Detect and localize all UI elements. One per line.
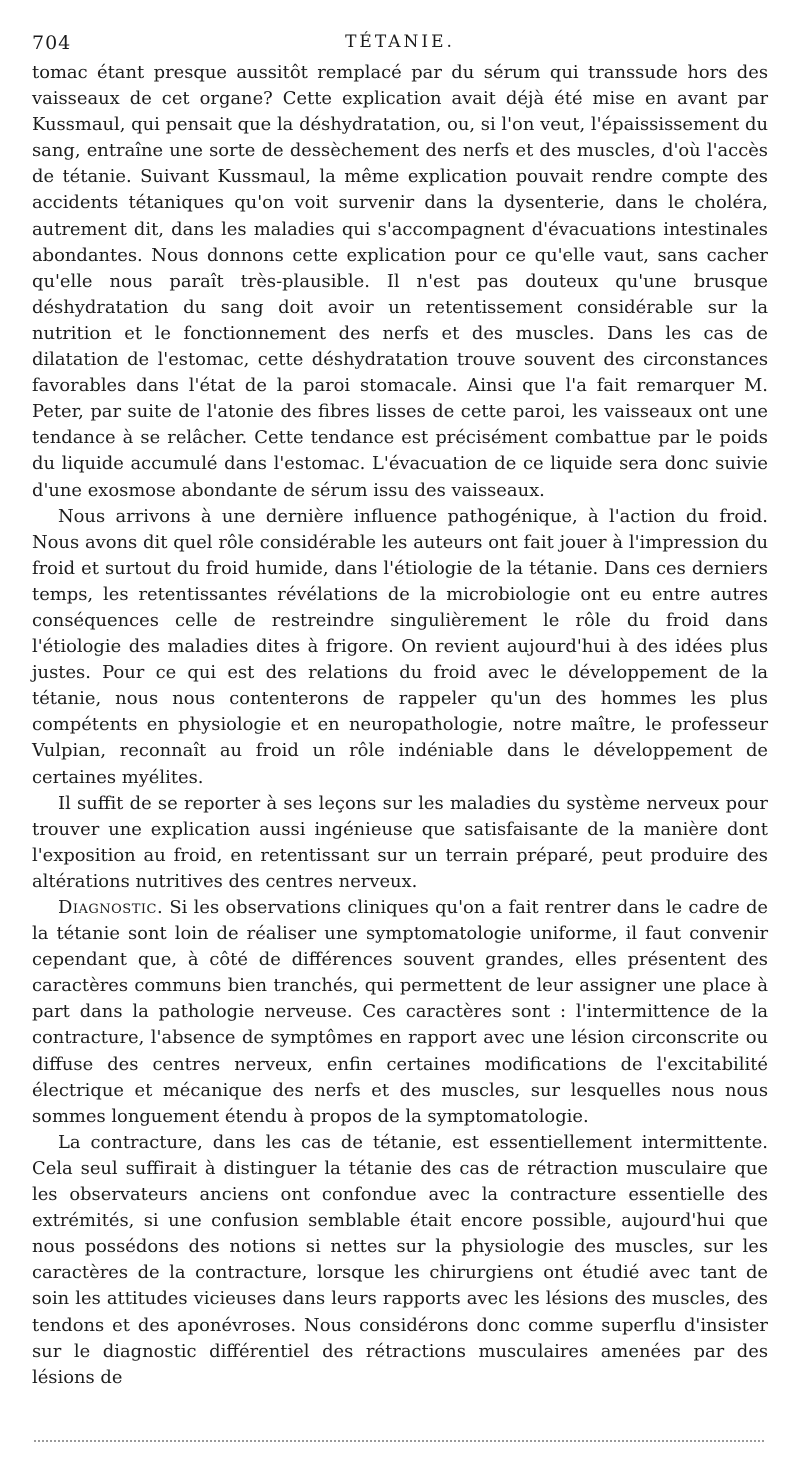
page-number: 704 xyxy=(32,32,72,54)
book-page xyxy=(32,26,768,1391)
body-text xyxy=(32,60,768,1391)
paragraph-cold-influence xyxy=(32,504,768,791)
running-head xyxy=(32,26,768,60)
paragraph-text: tomac étant presque aussitôt remplacé par du sérum qui transsude hors des vaisseaux de cet organe? Cette explication avait déjà été mise en avant par Kussmaul, qui pensait que la déshydratation, ou, si l'on veut, l'épaississement du sang, entraîne une sorte de dessèchement des nerfs et des muscles, d'où l'accès de tétanie. Suivant Kussmaul, la même explication pouvait rendre compte des accidents tétaniques qu'on voit survenir dans la dysenterie, dans le choléra, autrement dit, dans les maladies qui s'accompagnent d'évacuations intestinales abondantes. Nous donnons cette explication pour ce qu'elle vaut, sans cacher qu'elle nous paraît très-plausible. Il n'est pas douteux qu'une brusque déshydratation du sang doit avoir un retentissement considérable sur la nutrition et le fonctionnement des nerfs et des muscles. Dans les cas de dilatation de l'estomac, cette déshydratation trouve souvent des circonstances favorables dans l'état de la paroi stomacale. Ainsi que l'a fait remarquer M. Peter, par suite de l'atonie des fibres lisses de cette paroi, les vaisseaux ont une tendance à se relâcher. Cette tendance est précisément combattue par le poids du liquide accumulé dans l'estomac. L'évacuation de ce liquide sera donc suivie d'une exosmose abondante de sérum issu des vaisseaux. xyxy=(32,62,768,501)
running-title: TÉTANIE. xyxy=(345,32,455,52)
paragraph-text: La contracture, dans les cas de tétanie, est essentiellement intermittente. Cela seul suffirait à distinguer la tétanie des cas de rétraction musculaire que les observateurs anciens ont confondue avec la contracture essentielle des extrémités, si une confusion semblable était encore possible, aujourd'hui que nous possédons des notions si nettes sur la physiologie des muscles, sur les caractères de la contracture, lorsque les chirurgiens ont étudié avec tant de soin les attitudes vicieuses dans leurs rapports avec les lésions des muscles, des tendons et des aponévroses. Nous considérons donc comme superflu d'insister sur le diagnostic différentiel des rétractions musculaires amenées par des lésions de xyxy=(32,1131,768,1388)
footer-rule xyxy=(34,1440,764,1442)
paragraph-diagnostic xyxy=(32,895,768,1130)
paragraph-text: Si les observations cliniques qu'on a fait rentrer dans le cadre de la tétanie sont loin de réaliser une symptomatologie uniforme, il faut convenir cependant que, à côté de différences souvent grandes, elles présentent des caractères communs bien tranchés, qui permettent de leur assigner une place à part dans la pathologie nerveuse. Ces caractères sont : l'intermittence de la contracture, l'absence de symptômes en rapport avec une lésion circonscrite ou diffuse des centres nerveux, enfin certaines modifications de l'excitabilité électrique et mécanique des nerfs et des muscles, sur lesquelles nous nous sommes longuement étendu à propos de la symptomatologie. xyxy=(32,897,768,1127)
paragraph-text: Il suffit de se reporter à ses leçons sur les maladies du système nerveux pour trouver une explication aussi ingénieuse que satisfaisante de la manière dont l'exposition au froid, en retentissant sur un terrain préparé, peut produire des altérations nutritives des centres nerveux. xyxy=(32,792,768,892)
paragraph-text: Nous arrivons à une dernière influence pathogénique, à l'action du froid. Nous avons dit quel rôle considérable les auteurs ont fait jouer à l'impression du froid et surtout du froid humide, dans l'étiologie de la tétanie. Dans ces derniers temps, les retentissantes révélations de la microbiologie ont eu entre autres conséquences celle de restreindre singulièrement le rôle du froid dans l'étiologie des maladies dites à frigore. On revient aujourd'hui à des idées plus justes. Pour ce qui est des relations du froid avec le développement de la tétanie, nous nous contenterons de rappeler qu'un des hommes les plus compétents en physiologie et en neuropathologie, notre maître, le professeur Vulpian, reconnaît au froid un rôle indéniable dans le développement de certaines myélites. xyxy=(32,505,768,788)
paragraph-contracture xyxy=(32,1130,768,1391)
paragraph-dehydration xyxy=(32,60,768,504)
paragraph-vulpian-lessons xyxy=(32,791,768,895)
section-lead: Diagnostic. xyxy=(58,897,164,918)
